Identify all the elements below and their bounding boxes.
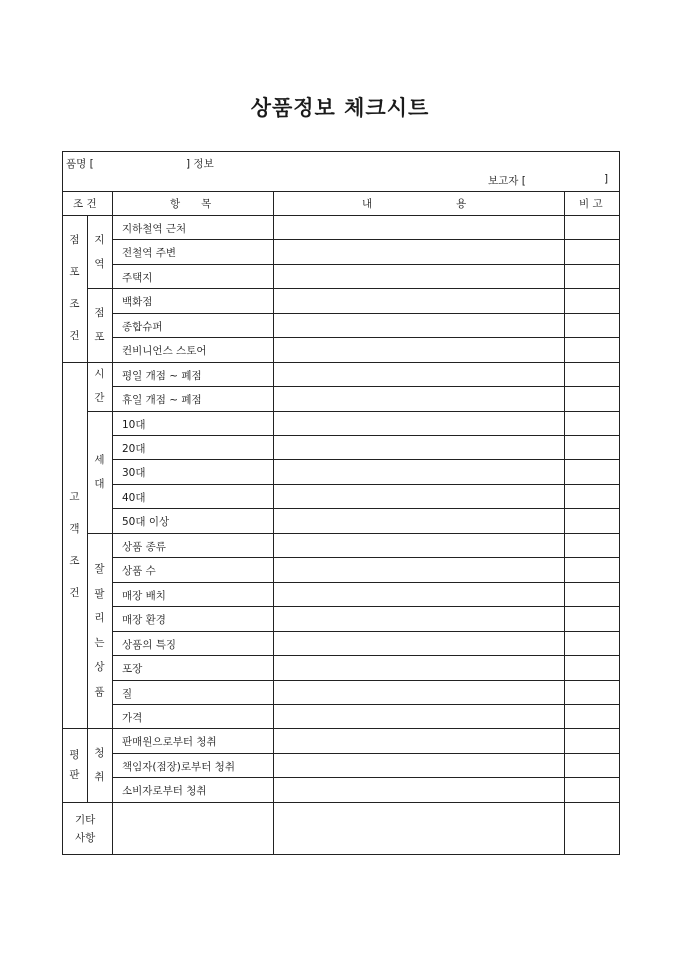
row-divider bbox=[112, 484, 620, 485]
subgroup-label-char: 는 bbox=[94, 636, 105, 649]
item-label: 상품 종류 bbox=[122, 541, 166, 553]
item-label: 지하철역 근처 bbox=[122, 223, 187, 235]
item-label: 포장 bbox=[122, 663, 143, 675]
item-label: 상품 수 bbox=[122, 565, 156, 577]
page-title: 상품정보 체크시트 bbox=[250, 96, 430, 120]
subgroup-label-char: 대 bbox=[94, 478, 105, 490]
header-item: 항 목 bbox=[170, 198, 212, 210]
subgroup-label bbox=[92, 448, 108, 496]
header-divider bbox=[62, 215, 620, 216]
subgroup-label bbox=[92, 301, 108, 349]
group-label-char: 포 bbox=[69, 266, 80, 278]
subgroup-label bbox=[92, 228, 108, 276]
info-divider bbox=[62, 191, 620, 192]
product-close: ] 정보 bbox=[186, 158, 214, 170]
subgroup-label-char: 역 bbox=[94, 258, 105, 270]
item-label: 10대 bbox=[122, 419, 146, 431]
subgroup-label bbox=[92, 557, 108, 704]
row-divider bbox=[112, 753, 620, 754]
header-remark: 비 고 bbox=[579, 198, 603, 210]
group-label-char: 건 bbox=[69, 330, 80, 342]
subgroup-divider bbox=[87, 533, 620, 534]
subgroup-label-char: 시 bbox=[94, 368, 105, 380]
column-divider bbox=[273, 215, 274, 855]
item-label: 30대 bbox=[122, 467, 146, 479]
subgroup-label-char: 청 bbox=[94, 747, 105, 759]
subgroup-divider bbox=[87, 288, 620, 289]
row-divider bbox=[112, 459, 620, 460]
row-divider bbox=[112, 313, 620, 314]
row-divider bbox=[112, 582, 620, 583]
group-label-char: 평 bbox=[69, 749, 80, 761]
group-label-char: 객 bbox=[69, 523, 80, 535]
item-label: 컨비니언스 스토어 bbox=[122, 345, 207, 357]
item-label: 상품의 특징 bbox=[122, 639, 177, 651]
group-label-char: 고 bbox=[69, 491, 80, 503]
column-divider bbox=[564, 215, 565, 855]
group-divider bbox=[62, 802, 620, 803]
subgroup-label-char: 상 bbox=[94, 661, 105, 673]
item-label: 백화점 bbox=[122, 296, 153, 308]
row-divider bbox=[112, 508, 620, 509]
row-divider bbox=[112, 680, 620, 681]
item-label: 종합슈퍼 bbox=[122, 321, 163, 333]
row-divider bbox=[112, 704, 620, 705]
item-label: 매장 환경 bbox=[122, 614, 166, 626]
column-divider bbox=[564, 191, 565, 215]
header-content: 내 용 bbox=[362, 198, 467, 210]
subgroup-label-char: 간 bbox=[94, 392, 105, 404]
column-divider bbox=[112, 191, 113, 215]
subgroup-label-char: 점 bbox=[94, 307, 105, 319]
item-label: 40대 bbox=[122, 492, 146, 504]
subgroup-label-char: 포 bbox=[94, 331, 105, 343]
product-label: 품명 [ bbox=[66, 158, 94, 170]
row-divider bbox=[112, 264, 620, 265]
item-label: 판매원으로부터 청취 bbox=[122, 736, 217, 748]
group-divider bbox=[62, 728, 620, 729]
item-label: 전철역 주변 bbox=[122, 247, 177, 259]
subgroup-label bbox=[92, 362, 108, 410]
subgroup-label-char: 지 bbox=[94, 234, 105, 246]
column-divider bbox=[112, 215, 113, 855]
column-divider bbox=[273, 191, 274, 215]
subgroup-label bbox=[92, 741, 108, 789]
row-divider bbox=[112, 777, 620, 778]
item-label: 가격 bbox=[122, 712, 143, 724]
item-label: 매장 배치 bbox=[122, 590, 166, 602]
row-divider bbox=[112, 239, 620, 240]
row-divider bbox=[112, 386, 620, 387]
group-label-char: 조 bbox=[69, 298, 80, 310]
subgroup-label-char: 세 bbox=[94, 454, 105, 466]
reporter-close: ] bbox=[604, 173, 609, 185]
row-divider bbox=[112, 606, 620, 607]
group-label bbox=[67, 745, 83, 785]
row-divider bbox=[112, 435, 620, 436]
other-label-line2: 사항 bbox=[75, 832, 96, 844]
item-label: 50대 이상 bbox=[122, 516, 170, 528]
item-label: 질 bbox=[122, 688, 133, 700]
subgroup-divider bbox=[87, 411, 620, 412]
subgroup-label-char: 취 bbox=[94, 771, 105, 783]
item-label: 주택지 bbox=[122, 272, 153, 284]
row-divider bbox=[112, 557, 620, 558]
row-divider bbox=[112, 337, 620, 338]
group-label-char: 조 bbox=[69, 555, 80, 567]
item-label: 평일 개점 ~ 폐점 bbox=[122, 370, 202, 382]
group-label bbox=[67, 224, 83, 352]
group-label bbox=[67, 481, 83, 609]
row-divider bbox=[112, 631, 620, 632]
group-label-char: 점 bbox=[69, 234, 80, 246]
subgroup-label-char: 품 bbox=[94, 685, 105, 698]
item-label: 20대 bbox=[122, 443, 146, 455]
subgroup-label-char: 리 bbox=[94, 612, 105, 624]
header-condition: 조 건 bbox=[73, 198, 97, 210]
group-divider bbox=[62, 362, 620, 363]
group-label-char: 건 bbox=[69, 587, 80, 599]
group-label-char: 판 bbox=[69, 769, 80, 781]
reporter-label: 보고자 [ bbox=[488, 175, 526, 187]
item-label: 소비자로부터 청취 bbox=[122, 785, 207, 797]
row-divider bbox=[112, 655, 620, 656]
column-divider bbox=[87, 215, 88, 802]
subgroup-label-char: 팔 bbox=[94, 587, 105, 600]
subgroup-label-char: 잘 bbox=[94, 563, 105, 575]
item-label: 휴일 개점 ~ 폐점 bbox=[122, 394, 202, 406]
item-label: 책임자(점장)로부터 청취 bbox=[122, 761, 235, 773]
other-label-line1: 기타 bbox=[75, 814, 96, 826]
